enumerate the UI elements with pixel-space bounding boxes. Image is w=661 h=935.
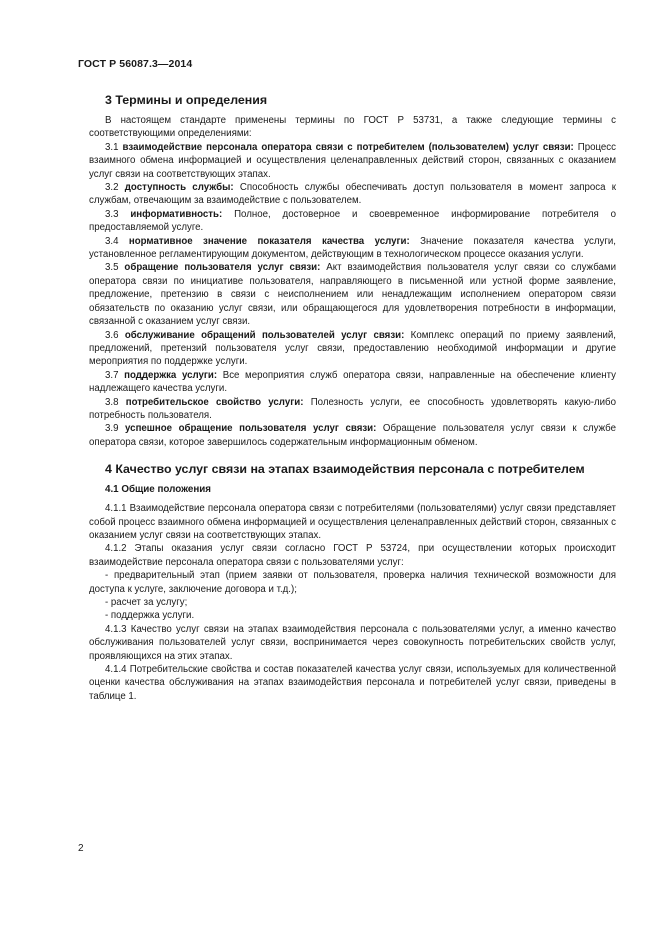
term-name: информативность: <box>130 208 223 220</box>
page-number: 2 <box>78 843 84 854</box>
section-4-title: 4 Качество услуг связи на этапах взаимодействия персонала с потребителем <box>105 462 585 477</box>
term-3-3 <box>89 208 616 235</box>
term-name: взаимодействие персонала оператора связи с потребителем (пользователем) услуг связи: <box>122 141 574 153</box>
paragraph-4-1-4: 4.1.4 Потребительские свойства и состав показателей качества услуг связи, используемых для количественной оценки качества обслуживания на этапах взаимодействия персонала и потребителей услуг связи, приведены в таблице 1. <box>89 664 616 702</box>
term-definition: Способность службы обеспечивать доступ пользователя в момент запроса к службам, отвечающим за взаимодействие с пользователем. <box>89 182 616 207</box>
term-name: обслуживание обращений пользователей услуг связи: <box>124 329 405 341</box>
term-name: поддержка услуги: <box>124 369 218 381</box>
list-item: - предварительный этап (прием заявки от пользователя, проверка наличия технической возможности для доступа к услуге, заключение договора и т.д.); <box>89 570 616 595</box>
term-definition: Комплекс операций по приему заявлений, предложений, претензий пользователя услуг связи, предоставлению необходимой информации и другие мероприятия по поддержке услуги. <box>89 329 616 368</box>
term-3-9 <box>89 422 616 449</box>
term-definition: Обращение пользователя услуг связи к службе оператора связи, которое завершилось содержательным информационным обменом. <box>89 423 616 448</box>
term-number: 3.7 <box>105 369 125 381</box>
section-3-intro: В настоящем стандарте применены термины по ГОСТ Р 53731, а также следующие термины с соответствующими определениями: <box>89 115 616 140</box>
term-name: успешное обращение пользователя услуг связи: <box>125 423 377 435</box>
subsection-4-1-title: 4.1 Общие положения <box>105 484 212 496</box>
term-3-1 <box>89 141 616 181</box>
term-name: обращение пользователя услуг связи: <box>124 262 321 274</box>
term-name: доступность службы: <box>124 182 234 194</box>
term-definition: Полезность услуги, ее способность удовлетворять какую-либо потребность пользователя. <box>89 396 616 421</box>
list-item: - поддержка услуги. <box>105 610 195 622</box>
term-definition: Все мероприятия служб оператора связи, направленные на обеспечение клиенту надлежащего качества услуги. <box>89 369 616 395</box>
paragraph-4-1-1: 4.1.1 Взаимодействие персонала оператора связи с потребителями (пользователями) услуг связи представляет собой процесс взаимного обмена информацией и осуществления целенаправленных действий сторон, связанных с оказанием услуг связи на соответствующих этапах. <box>89 503 616 541</box>
term-number: 3.4 <box>105 235 129 247</box>
document-header: ГОСТ Р 56087.3—2014 <box>78 58 193 70</box>
list-item: - расчет за услугу; <box>105 597 188 608</box>
term-number: 3.2 <box>105 182 125 194</box>
term-3-4 <box>89 235 616 262</box>
document-body <box>89 92 616 703</box>
term-definition: Значение показателя качества услуги, установленное регламентирующим документом, действующим в технологическом процессе оказания услуги. <box>89 235 616 261</box>
term-number: 3.6 <box>105 329 125 341</box>
term-number: 3.8 <box>105 396 126 408</box>
term-3-5 <box>89 261 616 328</box>
term-number: 3.1 <box>105 141 123 153</box>
term-3-2 <box>89 181 616 208</box>
term-definition: Полное, достоверное и своевременное информирование потребителя о предоставляемой услуге. <box>89 208 616 234</box>
term-3-7 <box>89 369 616 396</box>
paragraph-4-1-2: 4.1.2 Этапы оказания услуг связи согласно ГОСТ Р 53724, при осуществлении которых происходит взаимодействие персонала оператора связи с пользователями услуг: <box>89 543 616 568</box>
term-definition: Процесс взаимного обмена информацией и осуществления целенаправленных действий сторон, связанных с оказанием услуг связи на соответствующих этапах. <box>89 141 616 180</box>
term-name: нормативное значение показателя качества услуги: <box>128 235 410 247</box>
term-number: 3.9 <box>105 423 126 435</box>
term-number: 3.5 <box>105 262 125 274</box>
term-number: 3.3 <box>105 208 131 220</box>
term-definition: Акт взаимодействия пользователя услуг связи со службами оператора связи по инициативе пользователя, направляющего в письменной или устной форме заявление, предложение, претензию в связи с неисполнением или ненадлежащим исполнением оператором связи обязательств по оказанию услуг связи, или обращающегося для удовлетворения потребности в информации, связанной с оказанием услуг связи. <box>89 262 616 328</box>
term-name: потребительское свойство услуги: <box>125 396 304 408</box>
paragraph-4-1-3: 4.1.3 Качество услуг связи на этапах взаимодействия персонала с пользователями услуг, а именно качество обслуживания пользователей услуг связи, воспринимается через совокупность потребительских свойств услуг, проявляющихся на этих этапах. <box>89 623 616 662</box>
term-3-6 <box>89 329 616 369</box>
section-3-title: 3 Термины и определения <box>105 93 268 107</box>
term-3-8 <box>89 396 616 423</box>
